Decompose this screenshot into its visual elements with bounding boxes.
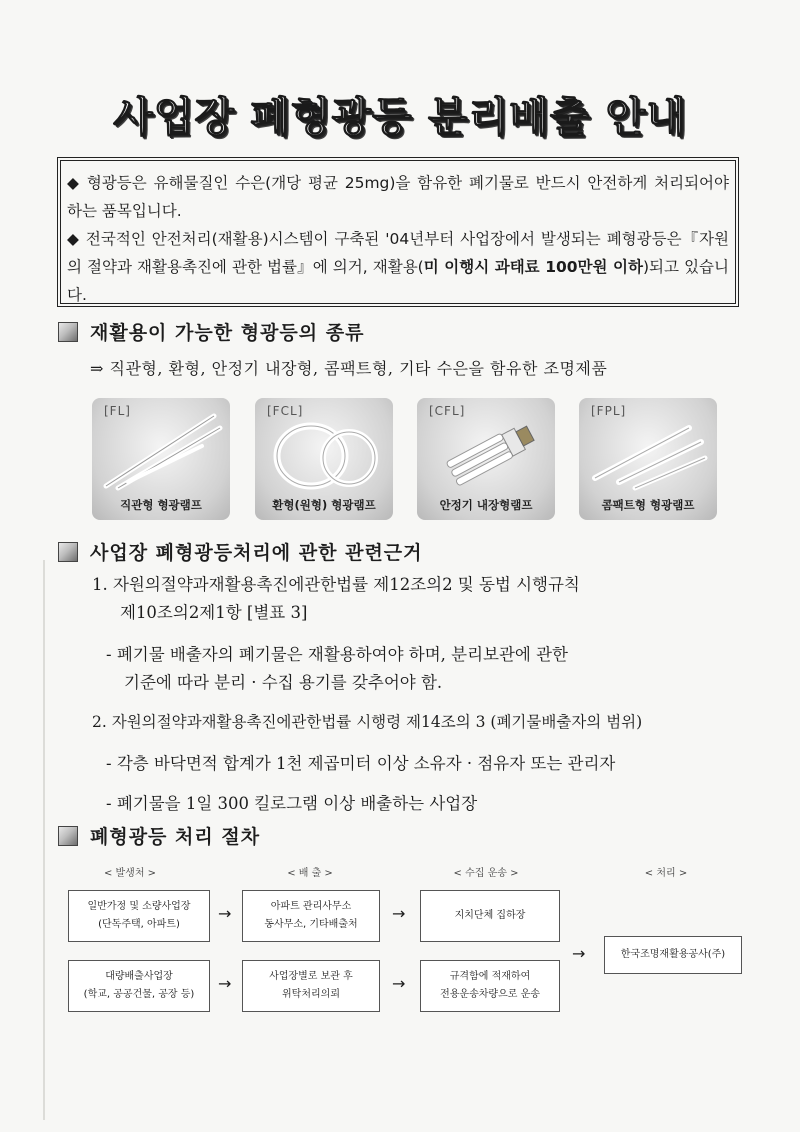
lamp-caption: 환형(원형) 형광램프 [272,498,376,512]
notice-paragraph-2: ◆ 전국적인 안전처리(재활용)시스템이 구축된 '04년부터 사업장에서 발생되는 폐형광등은『자원의 절약과 재활용촉진에 관한 법률』에 의거, 재활용(미 이행시 과태료 100만원 이하)되고 있습니다. [67,230,729,304]
procedure-flowchart [60,864,750,1034]
lamp-types-line: ⇒ 직관형, 환형, 안정기 내장형, 콤팩트형, 기타 수은을 함유한 조명제품 [90,359,608,378]
lamp-card-fl [92,398,230,520]
compact-bulb-icon [417,398,555,498]
square-bullet-icon [58,542,78,562]
lamp-code: [FCL] [267,404,304,418]
section-heading-legal-basis: 사업장 폐형광등처리에 관한 관련근거 [58,538,423,565]
flow-header-collection: < 수집 운송 > [453,868,519,879]
flow-box-apartment-office: 아파트 관리사무소 동사무소, 기타배출처 [242,890,380,942]
diamond-bullet-icon: ◆ [67,174,81,192]
basis-item-2: 2. 자원의절약과재활용촉진에관한법률 시행령 제14조의 3 (폐기물배출자의 범위) [92,713,643,731]
arrow-right-icon: → [572,944,586,963]
lamp-caption: 안정기 내장형램프 [439,498,533,512]
lamp-code: [FL] [104,404,131,418]
basis-item-1: 1. 자원의절약과재활용촉진에관한법률 제12조의2 및 동법 시행규칙 제10조의2제1항 [별표 3] [92,575,580,622]
lamp-code: [FPL] [591,404,627,418]
penalty-text: 미 이행시 과태료 100만원 이하 [423,258,643,276]
scan-edge [43,560,45,1120]
straight-tube-lamp-icon [92,398,230,498]
lamp-caption: 직관형 형광램프 [120,498,202,512]
square-bullet-icon [58,322,78,342]
lamp-card-fcl [255,398,393,520]
lamp-card-cfl [417,398,555,520]
flow-header-discharge: < 배 출 > [287,868,333,879]
flow-box-business-storage: 사업장별로 보관 후 위탁처리의뢰 [242,960,380,1012]
flow-header-source: < 발생처 > [103,868,157,879]
flow-box-household: 일반가정 및 소량사업장 (단독주택, 아파트) [68,890,210,942]
circular-lamp-icon [255,398,393,498]
diamond-bullet-icon: ◆ [67,230,80,248]
lamp-card-fpl [579,398,717,520]
page-title: 사업장 폐형광등 분리배출 안내 [113,93,687,141]
basis-dash-3: - 폐기물을 1일 300 킬로그램 이상 배출하는 사업장 [106,794,478,813]
arrow-right-icon: → [218,974,232,993]
section-heading-lamp-types: 재활용이 가능한 형광등의 종류 [58,318,364,345]
arrow-right-icon: → [392,974,406,993]
square-bullet-icon [58,826,78,846]
compact-tube-lamp-icon [579,398,717,498]
lamp-code: [CFL] [429,404,466,418]
flow-box-local-collection: 지치단체 집하장 [420,890,560,942]
flow-box-dedicated-transport: 규격함에 적재하여 전용운송차량으로 운송 [420,960,560,1012]
lamp-images [92,398,722,522]
flow-box-recycling-corp: 한국조명재활용공사(주) [604,936,742,974]
basis-dash-2: - 각층 바닥면적 합계가 1천 제곱미터 이상 소유자 · 점유자 또는 관리자 [106,754,616,773]
arrow-right-icon: → [218,904,232,923]
flow-header-treatment: < 처리 > [644,868,688,879]
flow-box-large-business: 대량배출사업장 (학교, 공공건물, 공장 등) [68,960,210,1012]
notice-box [60,160,736,304]
notice-paragraph-1: ◆ 형광등은 유해물질인 수은(개당 평균 25mg)을 함유한 폐기물로 반드시 안전하게 처리되어야 하는 품목입니다. [67,174,729,220]
basis-dash-1: - 폐기물 배출자의 폐기물은 재활용하여야 하며, 분리보관에 관한 기준에 따라 분리 · 수집 용기를 갖추어야 함. [106,645,568,692]
arrow-right-icon: → [392,904,406,923]
section-heading-procedure: 폐형광등 처리 절차 [58,822,260,849]
lamp-caption: 콤팩트형 형광램프 [601,498,695,512]
